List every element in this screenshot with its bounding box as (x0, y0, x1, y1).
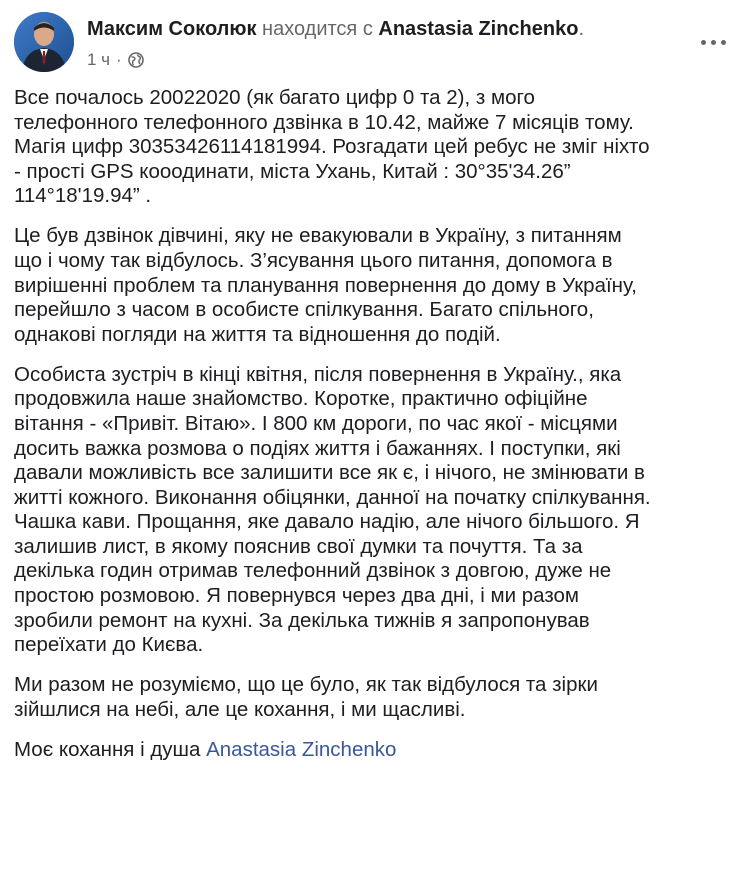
more-dot (701, 40, 706, 45)
post-meta (87, 50, 675, 70)
author-name-link[interactable]: Максим Соколюк (87, 18, 257, 40)
globe-icon[interactable] (128, 52, 144, 68)
author-avatar[interactable] (14, 12, 74, 72)
title-end: . (578, 18, 585, 40)
avatar-photo (14, 12, 74, 72)
mention-link[interactable]: Anastasia Zinchenko (206, 737, 397, 761)
post-body (14, 86, 736, 778)
meta-separator: · (116, 50, 122, 69)
more-dot (721, 40, 726, 45)
post-paragraph: Особиста зустріч в кінці квітня, після повернення в Україну., яка продовжила наше знайомство. Коротке, практично офіційне вітання - «Привіт. Вітаю». І 800 км дороги, по час якої - місцями досить важка розмова о подіях життя і бажаннях. І поступки, які давали можливість все залишити все як є, і нічого, не змінювати в житті кожного. Виконання обіцянки, данної на початку спілкування. Чашка кави. Прощання, яке давало надію, але нічого більшого. Я залишив лист, в якому пояснив свої думки та почуття. Та за декілька годин отримав телефонний дзвінок з довгою, дуже не простою розмовою. Я повернувся через два дні, і ми разом зробили ремонт на кухні. За декілька тижнів я запропонував переїхати до Києва. (14, 362, 651, 657)
post-timestamp[interactable]: 1 ч (87, 50, 111, 69)
post-header (14, 12, 735, 78)
tagged-person-link[interactable]: Anastasia Zinchenko (378, 18, 579, 40)
more-options-icon[interactable] (695, 32, 731, 52)
post-last-paragraph (14, 738, 736, 763)
post-title-line (87, 16, 675, 42)
post-paragraph: Все почалось 20022020 (як багато цифр 0 та 2), з мого телефонного телефонного дзвінка в 10.42, майже 7 місяців тому. Магія цифр 30353426114181994. Розгадати цей ребус не зміг ніхто - прості GPS кооодинати, міста Ухань, Китай : 30°35'34.26” 114°18'19.94” . (14, 86, 650, 208)
post-paragraph: Ми разом не розуміємо, що це було, як так відбулося та зірки зійшлися на небі, але це кохання, і ми щасливі. (14, 673, 598, 721)
with-text: находится с (262, 18, 373, 40)
post-paragraph: Це був дзвінок дівчині, яку не евакуювали в Україну, з питанням що і чому так відбулось. З’ясування цього питання, допомога в вирішенні проблем та планування повернення до дому в Україну, перейшло з часом в особисте спілкування. Багато спільного, однакові погляди на життя та відношення до подій. (14, 224, 637, 346)
post-header-text (87, 16, 675, 70)
last-line-text: Моє кохання і душа (14, 737, 207, 761)
more-dot (711, 40, 716, 45)
